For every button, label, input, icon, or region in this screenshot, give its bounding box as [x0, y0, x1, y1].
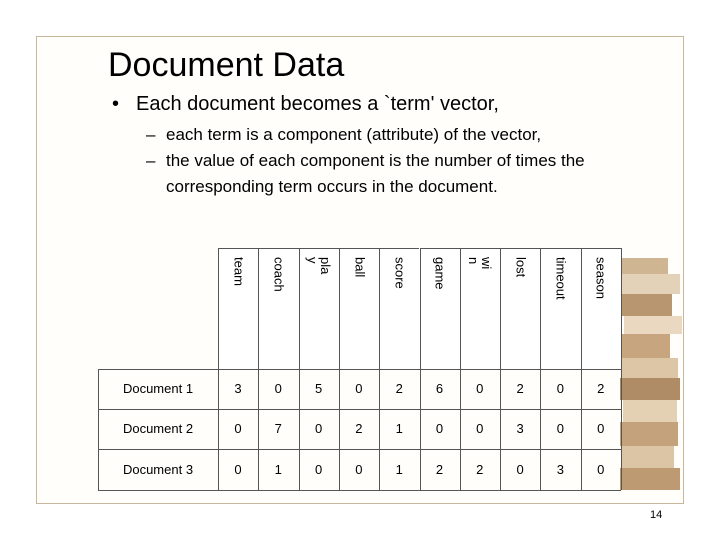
sub-bullet-1: [146, 123, 541, 147]
book-4: [624, 316, 682, 334]
dash-2: –: [146, 151, 156, 170]
column-header-label: timeout: [553, 257, 569, 300]
table-cell: 2: [395, 381, 403, 396]
table-cell: 3: [516, 421, 524, 436]
table-cell: 0: [355, 461, 363, 477]
column-header-label: score: [392, 257, 408, 289]
grid-line: [98, 409, 621, 410]
book-2: [622, 274, 680, 294]
table-cell: 0: [556, 421, 564, 436]
table-cell: 3: [234, 381, 242, 396]
table-cell: 1: [395, 461, 403, 477]
column-header: [299, 248, 339, 369]
table-cell: 1: [274, 461, 282, 477]
table-cell: 0: [435, 421, 444, 436]
book-7: [620, 378, 680, 400]
column-header-label: ball: [352, 257, 368, 278]
book-6: [622, 358, 678, 378]
column-header: [500, 248, 540, 369]
page-number: 14: [650, 509, 663, 521]
bullet-dot: •: [112, 93, 120, 115]
column-header: [540, 248, 580, 369]
table-cell: 0: [234, 461, 242, 477]
column-header: [258, 248, 298, 369]
table-cell: 0: [355, 381, 363, 396]
column-header: [218, 248, 258, 369]
column-header-label: pla y: [305, 257, 334, 275]
column-header-label: coach: [271, 257, 287, 292]
table-cell: 0: [314, 461, 323, 477]
row-label: Document 3: [122, 461, 194, 477]
row-label: Document 2: [122, 421, 194, 436]
book-8: [623, 400, 677, 422]
table-cell: 0: [314, 421, 323, 436]
book-5: [620, 334, 670, 358]
sub-bullet-1-text: each term is a component (attribute) of the vector,: [166, 125, 542, 144]
column-header: [420, 248, 460, 369]
column-header: [379, 248, 419, 369]
dash-1: –: [146, 125, 156, 144]
book-3: [620, 294, 672, 316]
main-bullet-text: Each document becomes a `term' vector,: [136, 93, 499, 115]
slide-title: Document Data: [108, 46, 345, 84]
sub-bullet-2-continued: corresponding term occurs in the document.: [166, 177, 498, 196]
table-cell: 2: [476, 461, 484, 477]
table-cell: 5: [314, 381, 323, 396]
column-header-label: lost: [513, 257, 529, 278]
book-11: [620, 468, 680, 490]
table-cell: 0: [556, 381, 564, 396]
column-header-label: game: [432, 257, 448, 290]
table-cell: 0: [274, 381, 282, 396]
sub-bullet-2: [146, 149, 585, 173]
book-10: [622, 446, 674, 468]
column-header-label: wi n: [466, 257, 495, 270]
table-cell: 0: [597, 421, 605, 436]
table-cell: 2: [435, 461, 444, 477]
table-cell: 0: [597, 461, 605, 477]
table-cell: 0: [516, 461, 524, 477]
column-header-label: season: [593, 257, 609, 299]
main-bullet: [112, 90, 499, 118]
row-label: Document 1: [122, 381, 194, 396]
column-header: [339, 248, 379, 369]
grid-line: [98, 369, 621, 370]
book-9: [620, 422, 678, 446]
column-header-label: team: [231, 257, 247, 286]
column-header: [581, 248, 621, 369]
table-cell: 0: [476, 421, 484, 436]
table-cell: 1: [395, 421, 403, 436]
grid-line: [621, 248, 622, 369]
table-cell: 7: [274, 421, 282, 436]
table-cell: 2: [355, 421, 363, 436]
table-cell: 2: [516, 381, 524, 396]
grid-line: [98, 490, 621, 491]
sub-bullet-2-text: the value of each component is the number of times the: [166, 151, 585, 170]
column-header: [460, 248, 500, 369]
table-cell: 6: [435, 381, 444, 396]
books-image: [620, 258, 682, 490]
grid-line: [98, 449, 621, 450]
table-cell: 2: [597, 381, 605, 396]
table-cell: 3: [556, 461, 564, 477]
table-cell: 0: [476, 381, 484, 396]
grid-line: [621, 369, 622, 490]
book-1: [620, 258, 668, 274]
table-cell: 0: [234, 421, 242, 436]
